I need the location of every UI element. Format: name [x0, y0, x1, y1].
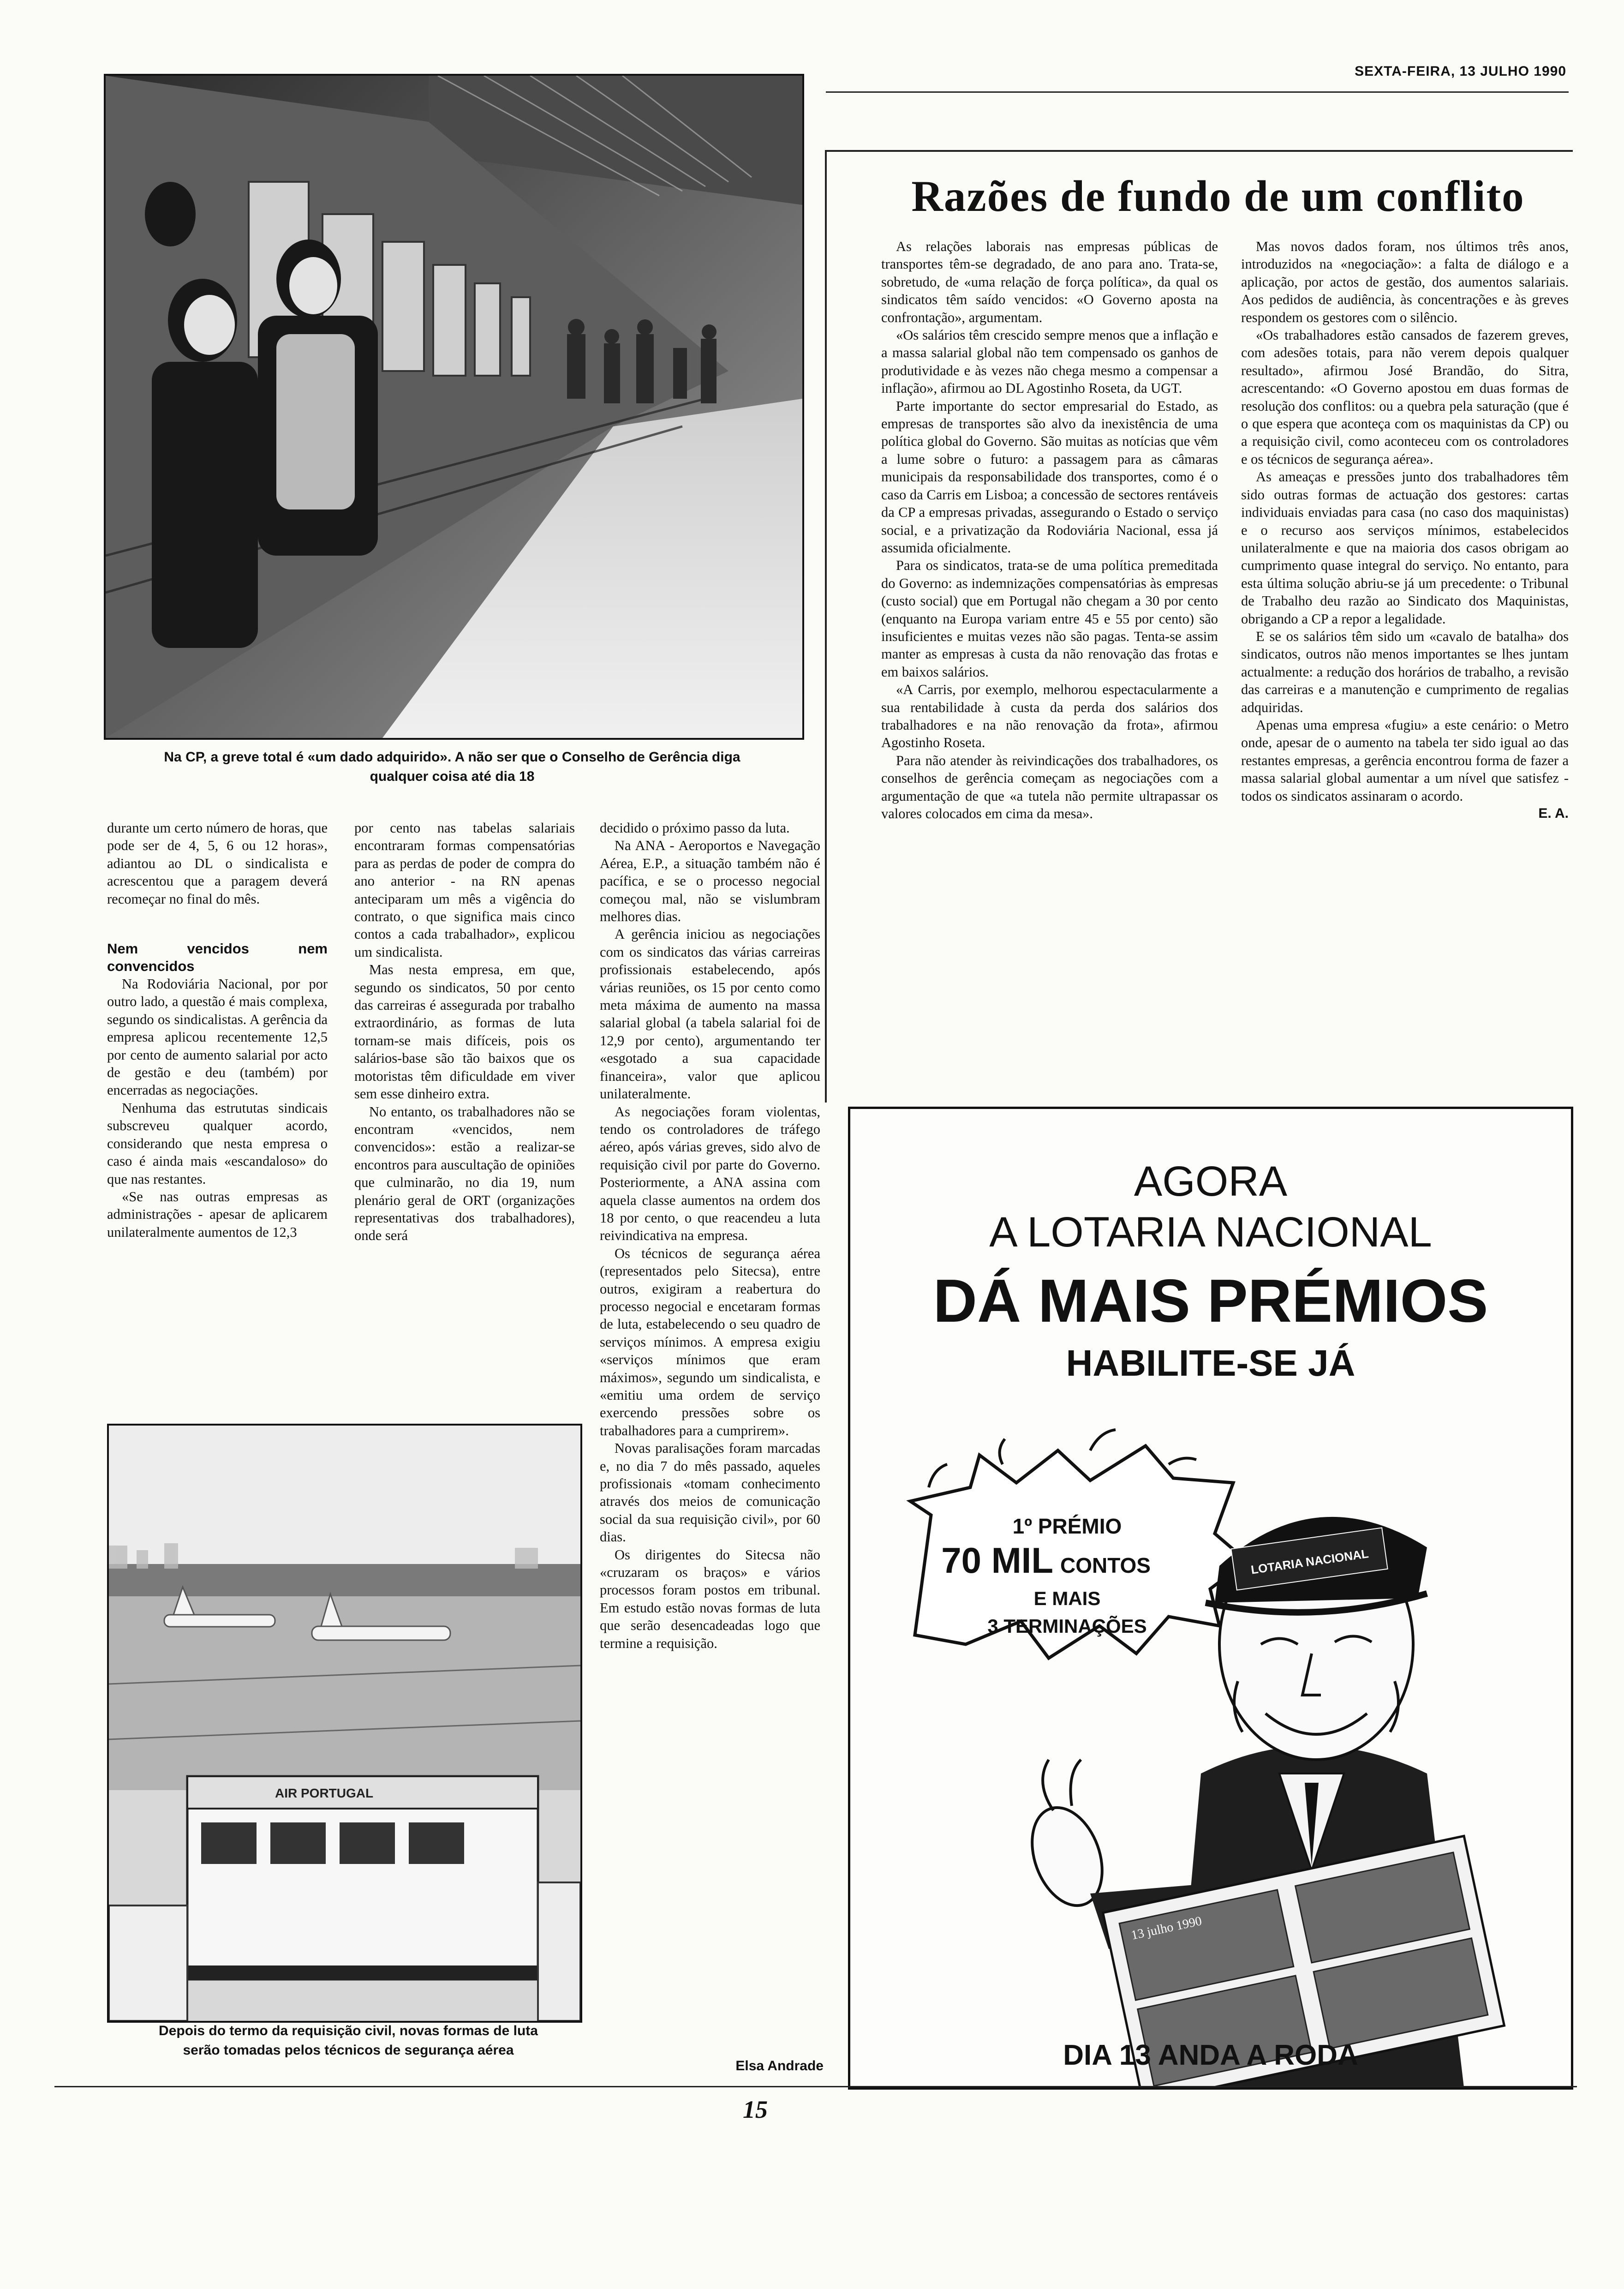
paragraph: Na Rodoviária Nacional, por por outro lado, a questão é mais complexa, segundo os sindicalistas. A gerência da empresa aplicou recentemente 12,5 por cento de aumento salarial por acto de gestão e deu (também) por encerradas as negociações. [107, 976, 328, 1098]
paragraph: As relações laborais nas empresas públicas de transportes têm-se degradado, de ano para ano. Trata-se, sobretudo, de «uma relação de força política», da qual os sindicatos têm saído vencidos: «O Governo aposta na confrontação», argumentam. [881, 239, 1218, 325]
footer-rule [54, 2086, 1577, 2087]
paragraph: «A Carris, por exemplo, melhorou espectacularmente a sua rentabilidade à custa da perda dos salários dos trabalhadores e na não renovação da frota», afirmou Agostinho Roseta. [881, 682, 1218, 751]
paragraph: Nenhuma das estrututas sindicais subscreveu qualquer acordo, considerando que nesta empresa o caso é ainda mais «escandaloso» do que nas restantes. [107, 1100, 328, 1187]
article-column-2 [354, 819, 575, 1245]
train-strike-photo [104, 74, 804, 740]
page-number: 15 [743, 2096, 768, 2123]
paragraph: Novas paralisações foram marcadas e, no dia 7 do mês passado, aqueles profissionais «tomam conhecimento através dos meios de comunicação social da sua requisição civil», por 60 dias. [600, 1440, 820, 1545]
airport-photo [107, 1424, 582, 2023]
paragraph: por cento nas tabelas salariais encontraram formas compensatórias para as perdas de poder de compra do ano anterior - na RN apenas anteciparam um mês a vigência do contrato, o que significa mais cinco contos a cada trabalhador», explicou um sindicalista. [354, 820, 575, 960]
issue-date: SEXTA-FEIRA, 13 JULHO 1990 [1355, 64, 1566, 79]
lottery-advertisement [848, 1107, 1573, 2090]
ad-line-habilite: HABILITE-SE JÁ [1066, 1342, 1355, 1384]
paragraph: A gerência iniciou as negociações com os sindicatos das várias carreiras profissionais estabelecendo, após várias reuniões, os 15 por cento como meta máxima de aumento na massa salarial global (a tabela salarial foi de 12,9 por cento), argumentando ter «esgotado a sua capacidade financeira», valor que aplicou unilateralmente. [600, 926, 820, 1102]
boxed-column-1 [881, 238, 1218, 822]
boxed-article-title: Razões de fundo de um conflito [911, 172, 1525, 221]
cap-badge: LOTARIA NACIONAL [1250, 1546, 1370, 1577]
paragraph: No entanto, os trabalhadores não se encontram «vencidos, nem convencidos»: estão a realizar-se encontros para auscultação de opiniões que culminarão, no dia 19, num plenário geral de ORT (organizações representativas dos trabalhadores), onde será [354, 1103, 575, 1244]
paragraph: Parte importante do sector empresarial do Estado, as empresas de transportes são alvo da inexistência de uma política global do Governo. São muitas as notícias que vêm a lume sobre o futuro: a passagem para as câmaras municipais da responsabilidade dos transportes, como é o caso da Carris em Lisboa; a concessão de sectores rentáveis da CP a empresas privadas, assegurando o Estado o serviço social, e a privatização da Rodoviária Nacional, essa já assumida oficialmente. [881, 398, 1218, 556]
paragraph: As ameaças e pressões junto dos trabalhadores têm sido outras formas de actuação dos gestores: cartas individuais enviadas para casa (no caso dos maquinistas) e o recurso aos serviços mínimos, estabelecidos unilateralmente e que na maioria dos casos obrigam ao cumprimento quase integral do serviço. No entanto, para esta última solução abriu-se já um precedente: o Tribunal de Trabalho deu razão ao Sindicato dos Maquinistas, obrigando a CP a repor a legalidade. [1241, 469, 1569, 627]
paragraph: durante um certo número de horas, que pode ser de 4, 5, 6 ou 12 horas», adiantou ao DL o sindicalista e acrescentou que a paragem deverá recomeçar no final do mês. [107, 820, 328, 907]
boxed-column-2 [1241, 238, 1569, 822]
paragraph: «Se nas outras empresas as administrações - apesar de aplicarem unilateralmente aumentos de 12,3 [107, 1188, 328, 1240]
paragraph: Para não atender às reivindicações dos trabalhadores, os conselhos de gerência começam as negociações com a argumentação de que «a tutela não permite ultrapassar os valores colocados em cima da mesa». [881, 752, 1218, 821]
paragraph: decidido o próximo passo da luta. [600, 820, 790, 836]
bus-sign: AIR PORTUGAL [275, 1786, 374, 1800]
top-photo-caption: Na CP, a greve total é «um dado adquirido». A não ser que o Conselho de Gerência diga qualquer coisa até dia 18 [164, 749, 740, 784]
ticket-date: 13 julho 1990 [1130, 1913, 1203, 1943]
burst-contos: CONTOS [1060, 1553, 1151, 1577]
ad-illustration [850, 1395, 1566, 2087]
paragraph: As negociações foram violentas, tendo os controladores de tráfego aéreo, após várias greves, sido alvo de requisição civil por parte do Governo. Posteriormente, a ANA assina com aquela classe aumentos na ordem dos 18 por cento, o que reacendeu a luta reivindicativa na empresa. [600, 1103, 820, 1244]
boxed-article-author: E. A. [1538, 806, 1569, 821]
ad-line-lotaria: A LOTARIA NACIONAL [989, 1209, 1432, 1256]
burst-first-prize: 1º PRÉMIO [1012, 1514, 1122, 1538]
burst-amount: 70 MIL [941, 1540, 1053, 1581]
header-rule [826, 91, 1569, 93]
paragraph: «Os trabalhadores estão cansados de fazerem greves, com adesões totais, para não verem depois qualquer resultado», afirmou José Brandão, do Sitra, acrescentando: «O Governo apostou em duas formas de resolução dos conflitos: ou a quebra pela saturação (que é o que espera que aconteça com os maquinistas da CP) ou a requisição civil, como aconteceu com os controladores e os técnicos de segurança aérea». [1241, 327, 1569, 467]
article-column-3 [600, 819, 820, 1652]
paragraph: Para os sindicatos, trata-se de uma política premeditada do Governo: as indemnizações compensatórias às empresas (custo social) que em Portugal não chegam a 30 por cento (enquanto na Europa variam entre 45 e 55 por cento) são insuficientes e muitas vezes não são pagas. Tenta-se assim manter as empresas à custa da não renovação das frotas e em baixos salários. [881, 557, 1218, 680]
burst-e-mais: E MAIS [1033, 1588, 1101, 1609]
bottom-photo-caption: Depois do termo da requisição civil, novas formas de luta serão tomadas pelos técnicos de segurança aérea [159, 2023, 538, 2058]
burst-terminacoes: 3 TERMINAÇÕES [987, 1615, 1147, 1637]
paragraph: Mas nesta empresa, em que, segundo os sindicatos, 50 por cento das carreiras é assegurada por trabalho extraordinário, as formas de luta tornam-se mais difíceis, pois os salários-base são tão baixos que os motoristas têm dificuldade em viver sem esse dinheiro extra. [354, 962, 575, 1102]
ad-line-bottom: DIA 13 ANDA A RODA [1063, 2039, 1358, 2071]
paragraph: Os técnicos de segurança aérea (representados pelo Sitecsa), entre outros, exigiram a reabertura do processo negocial e encetaram formas de luta, estabelecendo o seu quadro de serviços mínimos. A empresa exigiu «serviços mínimos que eram máximos», segundo um sindicalista, e «emitiu uma ordem de serviço exercendo pressões sobre os trabalhadores para a cumprirem». [600, 1245, 820, 1438]
paragraph: Os dirigentes do Sitecsa não «cruzaram os braços» e vários processos foram postos em tribunal. Em estudo estão novas formas de luta que serão desencadeadas logo que termine a requisição. [600, 1546, 820, 1651]
article-author: Elsa Andrade [735, 2058, 824, 2073]
paragraph: E se os salários têm sido um «cavalo de batalha» dos sindicatos, outros não menos importantes se lhes juntam actualmente: a redução dos horários de trabalho, a revisão das carreiras e a manutenção e cumprimento de regalias adquiridas. [1241, 628, 1569, 715]
ad-line-agora: AGORA [1134, 1158, 1288, 1205]
section-subhead: Nem vencidos nem convencidos [107, 941, 328, 975]
article-column-1 [107, 819, 328, 1241]
ad-line-premios: DÁ MAIS PRÉMIOS [933, 1267, 1488, 1335]
paragraph: «Os salários têm crescido sempre menos que a inflação e a massa salarial global não tem compensado os ganhos de produtividade e às vezes não chega mesmo a compensar a inflação», afirmou ao DL Agostinho Roseta, da UGT. [881, 327, 1218, 396]
paragraph: Apenas uma empresa «fugiu» a este cenário: o Metro onde, apesar de o aumento na tabela ter sido igual ao das restantes empresas, a gerência encontrou forma de fazer a massa salarial global aumentar a um nível que satisfez - todos os sindicatos assinaram o acordo. [1241, 717, 1569, 804]
paragraph: Mas novos dados foram, nos últimos três anos, introduzidos na «negociação»: a falta de diálogo e a aplicação, por actos de gestão, dos aumentos salariais. Aos pedidos de audiência, às concentrações e às greves respondem os gestores com o silêncio. [1241, 239, 1569, 325]
paragraph: Na ANA - Aeroportos e Navegação Aérea, E.P., a situação também não é pacífica, e se o processo negocial começou mal, não se vislumbram melhores dias. [600, 838, 820, 925]
